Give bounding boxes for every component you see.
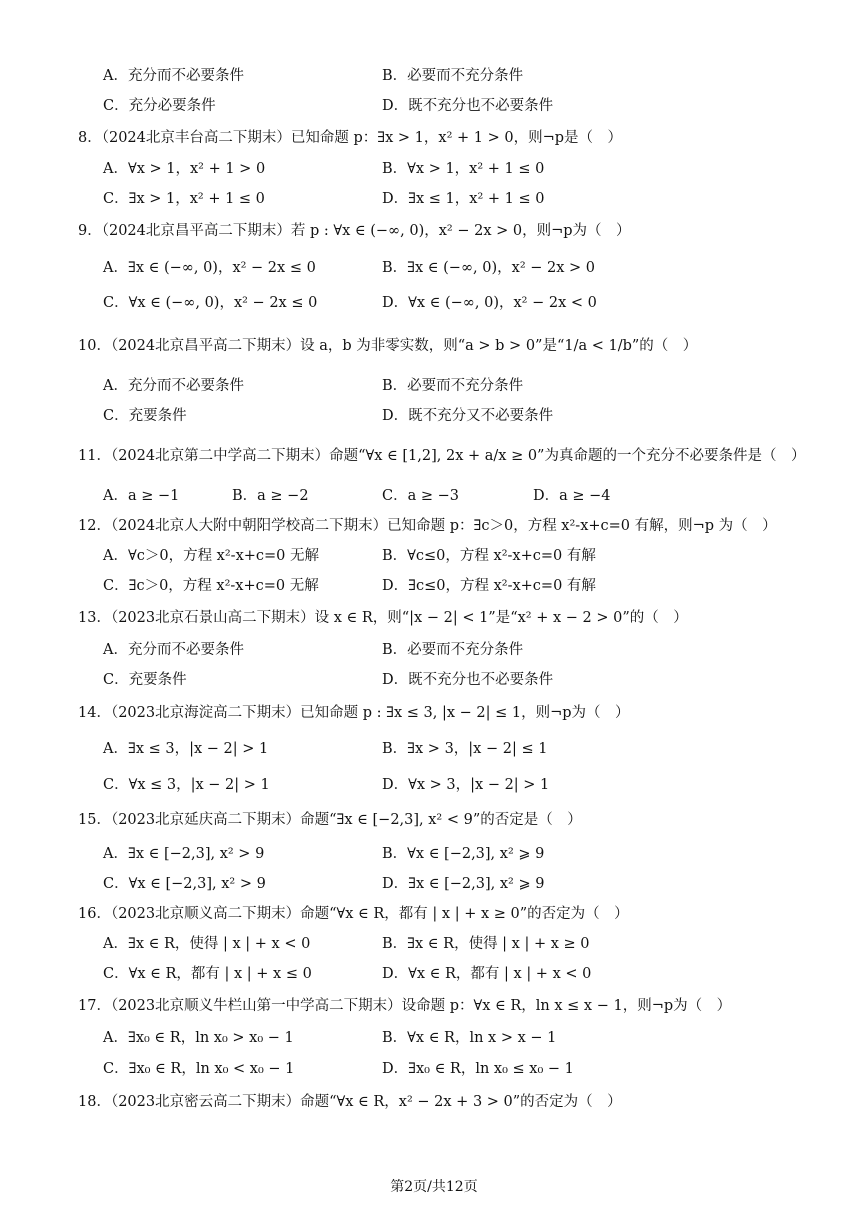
q9-option-a: A．∃x ∈ (−∞, 0)，x² − 2x ≤ 0 xyxy=(103,260,316,276)
q16-option-b: B．∃x ∈ R，使得 | x | + x ≥ 0 xyxy=(382,936,590,952)
q18-stem: 18．（2023北京密云高二下期末）命题“∀x ∈ R，x² − 2x + 3 > 0”的否定为（ ） xyxy=(78,1094,622,1110)
q14-stem: 14．（2023北京海淀高二下期末）已知命题 p : ∃x ≤ 3, |x − 2| ≤ 1，则¬p为（ ） xyxy=(78,705,630,721)
q13-option-d: D．既不充分也不必要条件 xyxy=(382,672,554,688)
q16-option-c: C．∀x ∈ R，都有 | x | + x ≤ 0 xyxy=(103,966,312,982)
q8-option-c: C．∃x > 1，x² + 1 ≤ 0 xyxy=(103,191,265,207)
q13-option-c: C．充要条件 xyxy=(103,672,187,688)
q12-option-b: B．∀c≤0，方程 x²-x+c=0 有解 xyxy=(382,548,596,564)
q13-option-b: B．必要而不充分条件 xyxy=(382,642,524,658)
q14-option-a: A．∃x ≤ 3，|x − 2| > 1 xyxy=(103,741,269,757)
q17-option-d: D．∃x₀ ∈ R，ln x₀ ≤ x₀ − 1 xyxy=(382,1061,574,1077)
q10-option-d: D．既不充分又不必要条件 xyxy=(382,408,554,424)
q16-option-d: D．∀x ∈ R，都有 | x | + x < 0 xyxy=(382,966,592,982)
q15-option-c: C．∀x ∈ [−2,3], x² > 9 xyxy=(103,876,266,892)
q11-option-a: A．a ≥ −1 xyxy=(103,488,180,504)
q9-option-d: D．∀x ∈ (−∞, 0)，x² − 2x < 0 xyxy=(382,295,597,311)
q9-option-c: C．∀x ∈ (−∞, 0)，x² − 2x ≤ 0 xyxy=(103,295,318,311)
q8-stem: 8．（2024北京丰台高二下期末）已知命题 p：∃x > 1，x² + 1 > 0，则¬p是（ ） xyxy=(78,130,623,146)
q14-option-d: D．∀x > 3，|x − 2| > 1 xyxy=(382,777,550,793)
q8-option-b: B．∀x > 1，x² + 1 ≤ 0 xyxy=(382,161,545,177)
q11-option-c: C．a ≥ −3 xyxy=(382,488,459,504)
q12-option-c: C．∃c＞0，方程 x²-x+c=0 无解 xyxy=(103,578,319,594)
q17-option-b: B．∀x ∈ R，ln x > x − 1 xyxy=(382,1030,557,1046)
q12-option-d: D．∃c≤0，方程 x²-x+c=0 有解 xyxy=(382,578,596,594)
q9-stem: 9．（2024北京昌平高二下期末）若 p : ∀x ∈ (−∞, 0)，x² − 2x > 0，则¬p为（ ） xyxy=(78,223,631,239)
q11-stem: 11．（2024北京第二中学高二下期末）命题“∀x ∈ [1,2], 2x + a/x ≥ 0”为真命题的一个充分不必要条件是（ ） xyxy=(78,448,806,464)
q11-option-d: D．a ≥ −4 xyxy=(533,488,611,504)
q12-option-a: A．∀c＞0，方程 x²-x+c=0 无解 xyxy=(103,548,319,564)
q10-stem: 10．（2024北京昌平高二下期末）设 a，b 为非零实数，则“a > b > 0”是“1/a < 1/b”的（ ） xyxy=(78,338,698,354)
q11-option-b: B．a ≥ −2 xyxy=(232,488,309,504)
q15-option-a: A．∃x ∈ [−2,3], x² > 9 xyxy=(103,846,265,862)
q13-stem: 13．（2023北京石景山高二下期末）设 x ∈ R，则“|x − 2| < 1”是“x² + x − 2 > 0”的（ ） xyxy=(78,610,688,626)
q7-option-d: D．既不充分也不必要条件 xyxy=(382,98,554,114)
q14-option-c: C．∀x ≤ 3，|x − 2| > 1 xyxy=(103,777,270,793)
q8-option-d: D．∃x ≤ 1，x² + 1 ≤ 0 xyxy=(382,191,545,207)
q10-option-a: A．充分而不必要条件 xyxy=(103,378,244,394)
q13-option-a: A．充分而不必要条件 xyxy=(103,642,244,658)
q7-option-b: B．必要而不充分条件 xyxy=(382,68,524,84)
q16-option-a: A．∃x ∈ R，使得 | x | + x < 0 xyxy=(103,936,311,952)
page-footer: 第2页/共12页 xyxy=(390,1179,478,1195)
q15-stem: 15．（2023北京延庆高二下期末）命题“∃x ∈ [−2,3], x² < 9”的否定是（ ） xyxy=(78,812,582,828)
q12-stem: 12．（2024北京人大附中朝阳学校高二下期末）已知命题 p：∃c＞0，方程 x²-x+c=0 有解，则¬p 为（ ） xyxy=(78,518,777,534)
q8-option-a: A．∀x > 1，x² + 1 > 0 xyxy=(103,161,266,177)
q16-stem: 16．（2023北京顺义高二下期末）命题“∀x ∈ R，都有 | x | + x ≥ 0”的否定为（ ） xyxy=(78,906,629,922)
q17-option-c: C．∃x₀ ∈ R，ln x₀ < x₀ − 1 xyxy=(103,1061,295,1077)
q14-option-b: B．∃x > 3，|x − 2| ≤ 1 xyxy=(382,741,548,757)
q17-stem: 17．（2023北京顺义牛栏山第一中学高二下期末）设命题 p：∀x ∈ R，ln x ≤ x − 1，则¬p为（ ） xyxy=(78,998,732,1014)
q7-option-a: A．充分而不必要条件 xyxy=(103,68,244,84)
q17-option-a: A．∃x₀ ∈ R，ln x₀ > x₀ − 1 xyxy=(103,1030,294,1046)
q10-option-b: B．必要而不充分条件 xyxy=(382,378,524,394)
q15-option-b: B．∀x ∈ [−2,3], x² ⩾ 9 xyxy=(382,846,545,862)
q7-option-c: C．充分必要条件 xyxy=(103,98,216,114)
q15-option-d: D．∃x ∈ [−2,3], x² ⩾ 9 xyxy=(382,876,545,892)
q10-option-c: C．充要条件 xyxy=(103,408,187,424)
q9-option-b: B．∃x ∈ (−∞, 0)，x² − 2x > 0 xyxy=(382,260,595,276)
